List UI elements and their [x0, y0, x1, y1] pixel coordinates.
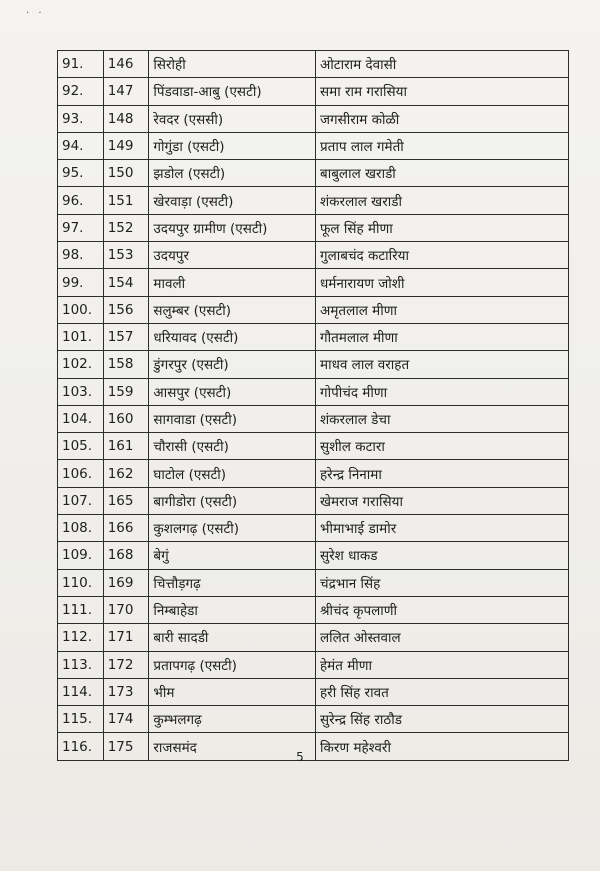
ac-number-cell: 148: [103, 105, 149, 132]
table-row: [58, 678, 569, 705]
candidate-name-cell: माधव लाल वराहत: [316, 351, 569, 378]
candidate-name-cell: सुरेन्द्र सिंह राठौड: [316, 706, 569, 733]
candidate-name-cell: शंकरलाल खराडी: [316, 187, 569, 214]
candidate-name-cell: खेमराज गरासिया: [316, 487, 569, 514]
ac-number-cell: 149: [103, 132, 149, 159]
ac-number-cell: 160: [103, 405, 149, 432]
ac-number-cell: 165: [103, 487, 149, 514]
ac-number-cell: 152: [103, 214, 149, 241]
serial-number-cell: 92.: [58, 78, 104, 105]
serial-number-cell: 107.: [58, 487, 104, 514]
table-row: [58, 78, 569, 105]
candidate-name-cell: बाबुलाल खराडी: [316, 160, 569, 187]
serial-number-cell: 98.: [58, 242, 104, 269]
ac-number-cell: 162: [103, 460, 149, 487]
candidate-name-cell: श्रीचंद कृपलाणी: [316, 596, 569, 623]
table-row: [58, 569, 569, 596]
candidate-name-cell: समा राम गरासिया: [316, 78, 569, 105]
constituency-cell: चित्तौड़गढ़: [149, 569, 316, 596]
serial-number-cell: 112.: [58, 624, 104, 651]
table-row: [58, 651, 569, 678]
ac-number-cell: 161: [103, 433, 149, 460]
serial-number-cell: 94.: [58, 132, 104, 159]
table-row: [58, 242, 569, 269]
table-row: [58, 105, 569, 132]
candidate-name-cell: फूल सिंह मीणा: [316, 214, 569, 241]
table-row: [58, 405, 569, 432]
ac-number-cell: 166: [103, 515, 149, 542]
serial-number-cell: 99.: [58, 269, 104, 296]
ac-number-cell: 168: [103, 542, 149, 569]
serial-number-cell: 106.: [58, 460, 104, 487]
serial-number-cell: 96.: [58, 187, 104, 214]
scan-specks: · ·: [26, 8, 45, 19]
candidate-name-cell: प्रताप लाल गमेती: [316, 132, 569, 159]
table-row: [58, 187, 569, 214]
table-row: [58, 214, 569, 241]
serial-number-cell: 115.: [58, 706, 104, 733]
candidate-name-cell: किरण महेश्वरी: [316, 733, 569, 760]
serial-number-cell: 103.: [58, 378, 104, 405]
serial-number-cell: 113.: [58, 651, 104, 678]
serial-number-cell: 97.: [58, 214, 104, 241]
candidate-name-cell: सुशील कटारा: [316, 433, 569, 460]
constituency-cell: सिरोही: [149, 51, 316, 78]
ac-number-cell: 172: [103, 651, 149, 678]
ac-number-cell: 170: [103, 596, 149, 623]
candidate-name-cell: हरी सिंह रावत: [316, 678, 569, 705]
candidate-name-cell: सुरेश धाकड: [316, 542, 569, 569]
candidate-name-cell: हेमंत मीणा: [316, 651, 569, 678]
table-row: [58, 351, 569, 378]
ac-number-cell: 146: [103, 51, 149, 78]
constituency-cell: बारी सादडी: [149, 624, 316, 651]
candidate-name-cell: शंकरलाल डेचा: [316, 405, 569, 432]
table-row: [58, 51, 569, 78]
candidate-name-cell: भीमाभाई डामोर: [316, 515, 569, 542]
constituency-cell: गोगुंडा (एसटी): [149, 132, 316, 159]
serial-number-cell: 111.: [58, 596, 104, 623]
ac-number-cell: 157: [103, 323, 149, 350]
ac-number-cell: 174: [103, 706, 149, 733]
serial-number-cell: 102.: [58, 351, 104, 378]
constituency-cell: मावली: [149, 269, 316, 296]
constituency-cell: भीम: [149, 678, 316, 705]
table-row: [58, 296, 569, 323]
candidate-table: [57, 50, 569, 761]
ac-number-cell: 158: [103, 351, 149, 378]
table-row: [58, 378, 569, 405]
ac-number-cell: 153: [103, 242, 149, 269]
ac-number-cell: 173: [103, 678, 149, 705]
constituency-cell: धरियावद (एसटी): [149, 323, 316, 350]
candidate-name-cell: गौतमलाल मीणा: [316, 323, 569, 350]
serial-number-cell: 110.: [58, 569, 104, 596]
constituency-cell: बेगुं: [149, 542, 316, 569]
candidate-name-cell: अमृतलाल मीणा: [316, 296, 569, 323]
candidate-name-cell: जगसीराम कोळी: [316, 105, 569, 132]
candidate-name-cell: धर्मनारायण जोशी: [316, 269, 569, 296]
ac-number-cell: 169: [103, 569, 149, 596]
constituency-cell: चौरासी (एसटी): [149, 433, 316, 460]
constituency-cell: सागवाडा (एसटी): [149, 405, 316, 432]
constituency-cell: आसपुर (एसटी): [149, 378, 316, 405]
constituency-cell: घाटोल (एसटी): [149, 460, 316, 487]
ac-number-cell: 154: [103, 269, 149, 296]
ac-number-cell: 151: [103, 187, 149, 214]
table-row: [58, 460, 569, 487]
candidate-name-cell: गुलाबचंद कटारिया: [316, 242, 569, 269]
constituency-cell: बागीडोरा (एसटी): [149, 487, 316, 514]
page-number: 5: [296, 750, 304, 764]
table-row: [58, 132, 569, 159]
serial-number-cell: 114.: [58, 678, 104, 705]
ac-number-cell: 147: [103, 78, 149, 105]
constituency-cell: खेरवाड़ा (एसटी): [149, 187, 316, 214]
ac-number-cell: 175: [103, 733, 149, 760]
table-row: [58, 706, 569, 733]
ac-number-cell: 171: [103, 624, 149, 651]
table-row: [58, 160, 569, 187]
constituency-cell: प्रतापगढ़ (एसटी): [149, 651, 316, 678]
ac-number-cell: 159: [103, 378, 149, 405]
constituency-cell: झडोल (एसटी): [149, 160, 316, 187]
serial-number-cell: 104.: [58, 405, 104, 432]
constituency-cell: उदयपुर: [149, 242, 316, 269]
constituency-cell: कुशलगढ़ (एसटी): [149, 515, 316, 542]
ac-number-cell: 150: [103, 160, 149, 187]
constituency-cell: रेवदर (एससी): [149, 105, 316, 132]
ac-number-cell: 156: [103, 296, 149, 323]
constituency-cell: कुम्भलगढ़: [149, 706, 316, 733]
table-row: [58, 624, 569, 651]
candidate-table-body: [58, 51, 569, 761]
serial-number-cell: 109.: [58, 542, 104, 569]
constituency-cell: उदयपुर ग्रामीण (एसटी): [149, 214, 316, 241]
serial-number-cell: 93.: [58, 105, 104, 132]
candidate-name-cell: गोपीचंद मीणा: [316, 378, 569, 405]
constituency-cell: राजसमंद: [149, 733, 316, 760]
table-row: [58, 433, 569, 460]
table-row: [58, 515, 569, 542]
candidate-name-cell: चंद्रभान सिंह: [316, 569, 569, 596]
table-row: [58, 487, 569, 514]
candidate-name-cell: हरेन्द्र निनामा: [316, 460, 569, 487]
serial-number-cell: 95.: [58, 160, 104, 187]
table-row: [58, 596, 569, 623]
serial-number-cell: 101.: [58, 323, 104, 350]
serial-number-cell: 100.: [58, 296, 104, 323]
serial-number-cell: 91.: [58, 51, 104, 78]
constituency-cell: सलुम्बर (एसटी): [149, 296, 316, 323]
candidate-name-cell: ललित ओस्तवाल: [316, 624, 569, 651]
candidate-name-cell: ओटाराम देवासी: [316, 51, 569, 78]
table-row: [58, 269, 569, 296]
constituency-cell: डुंगरपुर (एसटी): [149, 351, 316, 378]
table-row: [58, 542, 569, 569]
serial-number-cell: 116.: [58, 733, 104, 760]
constituency-cell: पिंडवाडा-आबु (एसटी): [149, 78, 316, 105]
serial-number-cell: 108.: [58, 515, 104, 542]
constituency-cell: निम्बाहेडा: [149, 596, 316, 623]
serial-number-cell: 105.: [58, 433, 104, 460]
table-row: [58, 323, 569, 350]
